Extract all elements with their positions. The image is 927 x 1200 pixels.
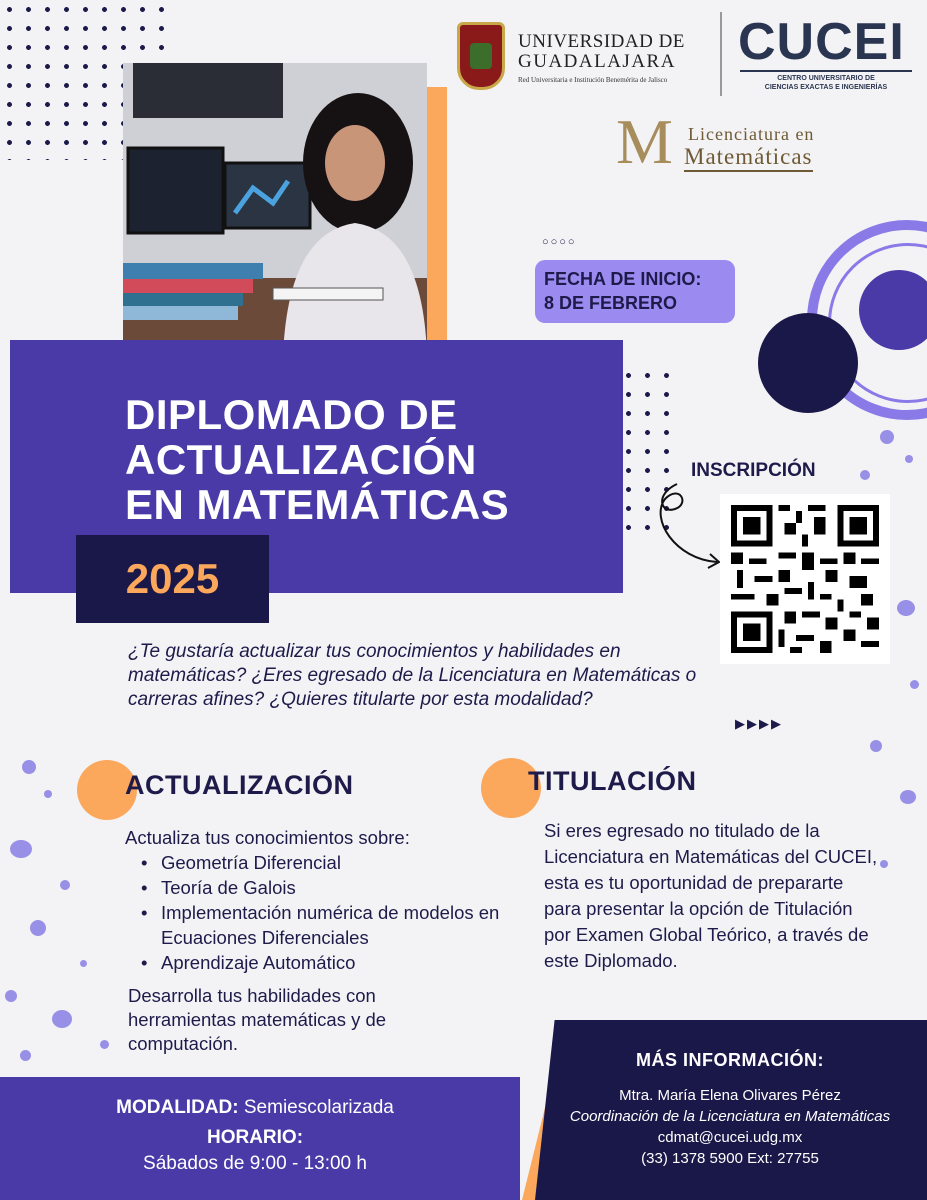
logo-divider: [720, 12, 722, 96]
titulacion-body: Si eres egresado no titulado de la Licenciatura en Matemáticas del CUCEI, esta es tu oportunidad de prepararte para presentar la opción de Titulación por Examen Global Teórico, a través de este Diplomado.: [544, 820, 878, 971]
decorative-circle-navy: [758, 313, 858, 413]
actualizacion-body: [125, 825, 535, 975]
horario-label: HORARIO:: [206, 1127, 304, 1148]
licenciatura-logo-line2: Matemáticas: [684, 144, 813, 172]
contact-phone[interactable]: (33) 1378 5900 Ext: 27755: [641, 1150, 819, 1167]
list-item: • Aprendizaje Automático: [139, 950, 535, 975]
inscription-label: INSCRIPCIÓN: [691, 460, 816, 481]
cucei-subtitle: CENTRO UNIVERSITARIO DE CIENCIAS EXACTAS E INGENIERÍAS: [740, 70, 912, 92]
intro-text: ¿Te gustaría actualizar tus conocimientos y habilidades en matemáticas? ¿Eres egresado de la Licenciatura en Matemáticas o carreras afines? ¿Quieres titularte por esta modalidad?: [128, 641, 697, 710]
modalidad-value: Semiescolarizada: [243, 1097, 394, 1118]
actualizacion-heading: ACTUALIZACIÓN: [125, 770, 354, 800]
actualizacion-lead: Actualiza tus conocimientos sobre:: [125, 827, 410, 848]
qr-code-icon: [731, 505, 879, 653]
arrow-bullets-icon: ▶▶▶▶: [735, 716, 783, 731]
modalidad-label: MODALIDAD:: [116, 1097, 239, 1118]
horario-value: Sábados de 9:00 - 13:00 h: [143, 1153, 367, 1174]
info-heading: MÁS INFORMACIÓN:: [636, 1050, 824, 1070]
decorative-dots: ○○○○: [542, 236, 577, 248]
list-item: • Geometría Diferencial: [139, 850, 535, 875]
start-date-value: 8 DE FEBRERO: [544, 293, 678, 313]
list-item: • Teoría de Galois: [139, 875, 535, 900]
student-photo: [123, 63, 427, 356]
contact-info: [520, 1050, 927, 1169]
university-subtitle: Red Universitaria e Institución Benemérita de Jalisco: [518, 76, 668, 84]
university-name: UNIVERSIDAD DE GUADALAJARA: [518, 31, 685, 72]
actualizacion-footer: Desarrolla tus habilidades con herramientas matemáticas y de computación.: [128, 985, 387, 1054]
year-badge: 2025: [76, 535, 269, 623]
start-date-badge: [535, 260, 735, 323]
contact-email[interactable]: cdmat@cucei.udg.mx: [657, 1129, 803, 1146]
start-date-label: FECHA DE INICIO:: [544, 269, 702, 289]
licenciatura-logo-line1: Licenciatura en: [688, 124, 815, 144]
contact-name: Mtra. María Elena Olivares Pérez: [619, 1087, 841, 1104]
cucei-logo: CUCEI: [738, 13, 905, 71]
contact-role: Coordinación de la Licenciatura en Matemáticas: [569, 1108, 891, 1125]
udg-shield-logo: [457, 22, 505, 90]
titulacion-heading: TITULACIÓN: [528, 766, 697, 796]
topic-list: [139, 850, 535, 975]
licenciatura-logo-mark: M: [616, 106, 673, 177]
page-title: DIPLOMADO DE ACTUALIZACIÓN EN MATEMÁTICAS: [125, 391, 510, 528]
qr-code[interactable]: [720, 494, 890, 664]
schedule-info: [0, 1095, 510, 1177]
list-item: • Implementación numérica de modelos en Ecuaciones Diferenciales: [139, 900, 535, 950]
